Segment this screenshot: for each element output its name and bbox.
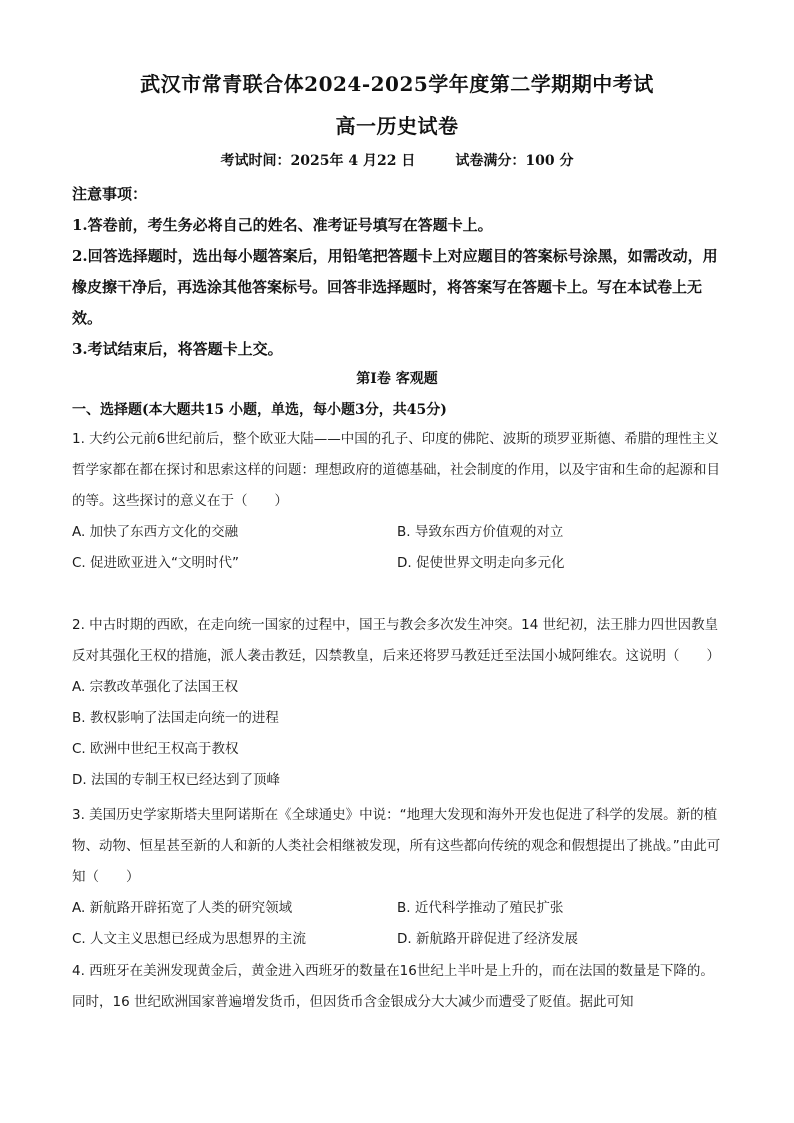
option-b: B. 教权影响了法国走向统一的进程 bbox=[72, 710, 279, 726]
full-score: 试卷满分：100 分 bbox=[455, 153, 574, 169]
question-4 bbox=[72, 956, 722, 1018]
exam-subtitle: 高一历史试卷 bbox=[335, 114, 459, 138]
question-1 bbox=[72, 424, 722, 579]
option-d: D. 法国的专制王权已经达到了顶峰 bbox=[72, 772, 280, 788]
option-a: A. 新航路开辟拓宽了人类的研究领域 bbox=[72, 900, 293, 916]
option-b: B. 近代科学推动了殖民扩张 bbox=[397, 900, 564, 916]
exam-meta bbox=[0, 150, 794, 170]
option-a: A. 宗教改革强化了法国王权 bbox=[72, 679, 239, 695]
option-row bbox=[72, 893, 722, 924]
notice-item: 3.考试结束后，将答题卡上交。 bbox=[72, 340, 283, 358]
option-d: D. 促使世界文明走向多元化 bbox=[397, 555, 565, 571]
exam-title: 武汉市常青联合体2024-2025学年度第二学期期中考试 bbox=[140, 72, 654, 96]
option-c: C. 人文主义思想已经成为思想界的主流 bbox=[72, 931, 307, 947]
question-3 bbox=[72, 800, 722, 955]
exam-time: 考试时间：2025年 4 月22 日 bbox=[220, 153, 416, 169]
option-row bbox=[72, 924, 722, 955]
option-d: D. 新航路开辟促进了经济发展 bbox=[397, 931, 578, 947]
question-stem: 1. 大约公元前6世纪前后，整个欧亚大陆——中国的孔子、印度的佛陀、波斯的琐罗亚斯德、希腊的理性主义哲学家都在都在探讨和思索这样的问题：理想政府的道德基础，社会制度的作用，以及宇宙和生命的起源和目的等。这些探讨的意义在于（ ） bbox=[72, 431, 720, 509]
question-2 bbox=[72, 610, 722, 796]
part-title: 一、选择题(本大题共15 小题，单选，每小题3分，共45分) bbox=[72, 402, 447, 418]
question-stem: 3. 美国历史学家斯塔夫里阿诺斯在《全球通史》中说：“地理大发现和海外开发也促进了科学的发展。新的植物、动物、恒星甚至新的人和新的人类社会相继被发现，所有这些都向传统的观念和假想提出了挑战。”由此可知（ ） bbox=[72, 807, 721, 885]
notice-block bbox=[72, 179, 722, 365]
option-c: C. 欧洲中世纪王权高于教权 bbox=[72, 741, 239, 757]
notice-item: 2.回答选择题时，选出每小题答案后，用铅笔把答题卡上对应题目的答案标号涂黑，如需改动，用橡皮擦干净后，再选涂其他答案标号。回答非选择题时，将答案写在答题卡上。写在本试卷上无效。 bbox=[72, 247, 718, 327]
notice-item: 1.答卷前，考生务必将自己的姓名、准考证号填写在答题卡上。 bbox=[72, 216, 493, 234]
option-row bbox=[72, 548, 722, 579]
question-stem: 2. 中古时期的西欧，在走向统一国家的过程中，国王与教会多次发生冲突。14 世纪初，法王腓力四世因教皇反对其强化王权的措施，派人袭击教廷，囚禁教皇，后来还将罗马教廷迁至法国小城阿维农。这说明（ ） bbox=[72, 617, 720, 664]
option-c: C. 促进欧亚进入“文明时代” bbox=[72, 555, 239, 571]
option-row bbox=[72, 517, 722, 548]
option-b: B. 导致东西方价值观的对立 bbox=[397, 524, 564, 540]
question-stem: 4. 西班牙在美洲发现黄金后，黄金进入西班牙的数量在16世纪上半叶是上升的，而在法国的数量是下降的。同时，16 世纪欧洲国家普遍增发货币，但因货币含金银成分大大减少而遭受了贬值。据此可知 bbox=[72, 963, 714, 1010]
notice-heading: 注意事项： bbox=[72, 185, 148, 203]
option-a: A. 加快了东西方文化的交融 bbox=[72, 524, 239, 540]
section-title: 第Ⅰ卷 客观题 bbox=[356, 371, 438, 387]
